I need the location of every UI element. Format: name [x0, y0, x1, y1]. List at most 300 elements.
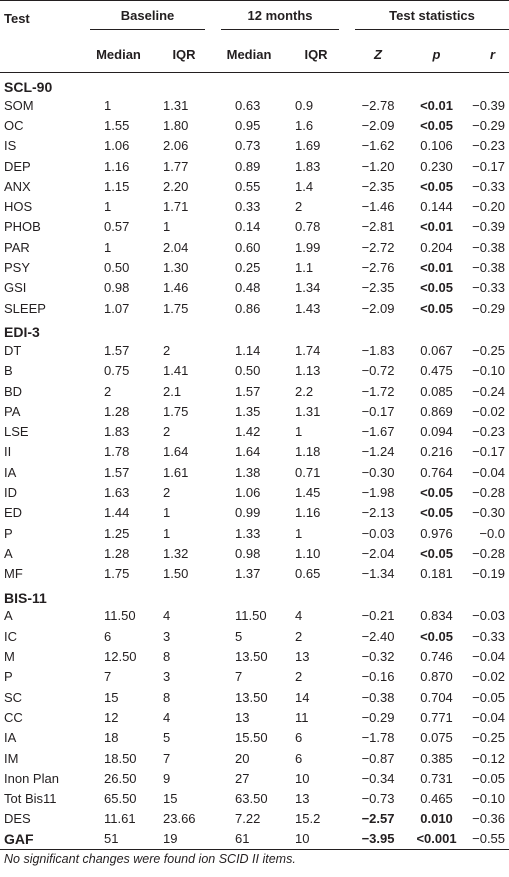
baseline-median: 1.78	[104, 444, 130, 460]
r-value: −0.10	[472, 791, 506, 807]
p-value: <0.05	[420, 628, 453, 644]
r-value: −0.25	[472, 342, 506, 358]
p-value: 0.870	[420, 669, 453, 685]
z-value: −2.72	[361, 239, 395, 255]
r-value: −0.10	[472, 363, 506, 379]
r-value: −0.33	[472, 628, 506, 644]
row-name: SOM	[4, 97, 34, 113]
month12-median: 1.06	[235, 484, 261, 500]
month12-median: 1.14	[235, 342, 261, 358]
r-value: −0.24	[472, 383, 506, 399]
p-value: 0.094	[420, 424, 453, 440]
baseline-iqr: 1.50	[163, 566, 189, 582]
table-row	[0, 156, 509, 176]
baseline-iqr: 23.66	[163, 811, 196, 827]
month12-iqr: 4	[295, 608, 303, 624]
row-name: ID	[4, 484, 17, 500]
p-value: 0.465	[420, 791, 453, 807]
month12-median: 0.50	[235, 363, 261, 379]
z-value: −0.34	[361, 770, 395, 786]
table-row	[0, 115, 509, 135]
z-value: −1.78	[361, 730, 395, 746]
table-row	[0, 809, 509, 829]
section-row	[0, 73, 509, 96]
r-value: −0.05	[472, 689, 506, 705]
table-row	[0, 237, 509, 257]
month12-median: 13	[235, 709, 250, 725]
row-name: SC	[4, 689, 23, 705]
row-name: LSE	[4, 424, 29, 440]
z-value: −0.29	[361, 709, 395, 725]
p-value: 0.475	[420, 363, 453, 379]
r-value: −0.33	[472, 280, 506, 296]
p-value: 0.976	[420, 525, 453, 541]
month12-iqr: 2	[295, 199, 303, 215]
month12-iqr: 13	[295, 649, 310, 665]
baseline-iqr: 1	[163, 525, 171, 541]
baseline-median: 6	[104, 628, 112, 644]
p-value: 0.746	[420, 649, 453, 665]
row-name: OC	[4, 117, 24, 133]
z-value: −1.72	[361, 383, 395, 399]
month12-median: 0.63	[235, 97, 261, 113]
baseline-iqr: 1.64	[163, 444, 189, 460]
r-value: −0.04	[472, 464, 506, 480]
month12-median: 1.35	[235, 403, 261, 419]
month12-median: 0.73	[235, 138, 261, 154]
baseline-median: 1.07	[104, 300, 130, 316]
month12-median: 1.42	[235, 424, 261, 440]
r-value: −0.55	[472, 831, 506, 847]
baseline-iqr: 3	[163, 669, 171, 685]
baseline-iqr: 2	[163, 484, 171, 500]
row-name: M	[4, 649, 15, 665]
baseline-median: 26.50	[104, 770, 137, 786]
z-value: −2.13	[361, 505, 395, 521]
baseline-iqr: 1.30	[163, 260, 189, 276]
header-baseline-iqr: IQR	[172, 46, 196, 62]
baseline-median: 0.75	[104, 363, 130, 379]
r-value: −0.05	[472, 770, 506, 786]
table-row	[0, 482, 509, 502]
month12-median: 11.50	[235, 608, 267, 624]
row-name: IM	[4, 750, 19, 766]
table-row	[0, 768, 509, 788]
p-value: <0.01	[420, 97, 453, 113]
baseline-iqr: 8	[163, 689, 171, 705]
month12-iqr: 2	[295, 628, 303, 644]
r-value: −0.39	[472, 97, 506, 113]
section-title: SCL-90	[4, 79, 53, 95]
p-value: <0.01	[420, 219, 453, 235]
table-row	[0, 298, 509, 318]
z-value: −0.03	[361, 525, 395, 541]
baseline-median: 2	[104, 383, 112, 399]
p-value: 0.771	[420, 709, 453, 725]
baseline-iqr: 2	[163, 424, 171, 440]
baseline-iqr: 3	[163, 628, 171, 644]
z-value: −1.98	[361, 484, 395, 500]
baseline-iqr: 19	[163, 831, 178, 847]
baseline-median: 0.50	[104, 260, 130, 276]
p-value: <0.05	[420, 178, 453, 194]
p-value: 0.834	[420, 608, 453, 624]
month12-iqr: 1.83	[295, 158, 321, 174]
baseline-iqr: 1	[163, 219, 171, 235]
month12-iqr: 1	[295, 525, 303, 541]
r-value: −0.12	[472, 750, 506, 766]
p-value: 0.085	[420, 383, 453, 399]
month12-median: 1.38	[235, 464, 261, 480]
p-value: 0.869	[420, 403, 453, 419]
baseline-median: 1.57	[104, 464, 130, 480]
z-value: −0.72	[361, 363, 395, 379]
header-blank	[0, 37, 82, 73]
baseline-median: 7	[104, 669, 112, 685]
baseline-median: 1.06	[104, 138, 130, 154]
z-value: −2.40	[361, 628, 395, 644]
row-name: CC	[4, 709, 23, 725]
p-value: 0.067	[420, 342, 453, 358]
header-test-statistics: Test statistics	[347, 1, 509, 37]
baseline-median: 12	[104, 709, 119, 725]
r-value: −0.03	[472, 608, 506, 624]
table-row	[0, 278, 509, 298]
z-value: −0.17	[361, 403, 395, 419]
month12-median: 27	[235, 770, 250, 786]
baseline-median: 18.50	[104, 750, 137, 766]
z-value: −1.46	[361, 199, 395, 215]
baseline-iqr: 7	[163, 750, 171, 766]
baseline-iqr: 1.31	[163, 97, 189, 113]
table-row	[0, 340, 509, 360]
baseline-iqr: 1.61	[163, 464, 189, 480]
row-name: BD	[4, 383, 23, 399]
p-value: <0.05	[420, 545, 453, 561]
table-row	[0, 728, 509, 748]
month12-iqr: 1.4	[295, 178, 314, 194]
table-row	[0, 707, 509, 727]
month12-iqr: 1.16	[295, 505, 321, 521]
row-name: Tot Bis11	[4, 791, 57, 807]
z-value: −2.81	[361, 219, 395, 235]
table-row	[0, 606, 509, 626]
p-value: 0.204	[420, 239, 453, 255]
z-value: −0.32	[361, 649, 395, 665]
row-name: P	[4, 525, 13, 541]
z-value: −0.21	[361, 608, 395, 624]
month12-iqr: 6	[295, 750, 303, 766]
month12-median: 1.57	[235, 383, 261, 399]
r-value: −0.19	[472, 566, 506, 582]
header-baseline-median: Median	[96, 46, 141, 62]
month12-iqr: 1.6	[295, 117, 314, 133]
month12-iqr: 11	[295, 709, 309, 725]
baseline-iqr: 15	[163, 791, 178, 807]
r-value: −0.38	[472, 260, 506, 276]
p-value: 0.075	[420, 730, 453, 746]
month12-iqr: 0.71	[295, 464, 321, 480]
header-p: p	[432, 46, 441, 62]
baseline-median: 15	[104, 689, 119, 705]
row-name: DT	[4, 342, 22, 358]
row-name: IA	[4, 730, 17, 746]
month12-iqr: 1.74	[295, 342, 321, 358]
table-row	[0, 257, 509, 277]
table-row	[0, 442, 509, 462]
p-value: <0.05	[420, 117, 453, 133]
row-name: A	[4, 608, 13, 624]
p-value: <0.05	[420, 484, 453, 500]
table-row	[0, 748, 509, 768]
row-name: GAF	[4, 830, 34, 847]
month12-median: 15.50	[235, 730, 268, 746]
baseline-median: 1.28	[104, 403, 130, 419]
header-12m-median: Median	[226, 46, 272, 62]
r-value: −0.30	[472, 505, 506, 521]
row-name: GSI	[4, 280, 27, 296]
table-row	[0, 564, 509, 584]
header-baseline: Baseline	[82, 1, 213, 37]
row-name: P	[4, 669, 13, 685]
baseline-median: 1	[104, 239, 112, 255]
baseline-median: 1.44	[104, 505, 130, 521]
row-name: IS	[4, 138, 17, 154]
baseline-iqr: 2.06	[163, 138, 189, 154]
row-name: PSY	[4, 260, 31, 276]
p-value: 0.216	[420, 444, 453, 460]
p-value: 0.106	[420, 138, 453, 154]
r-value: −0.36	[472, 811, 506, 827]
month12-iqr: 1.31	[295, 403, 321, 419]
row-name: IA	[4, 464, 17, 480]
month12-median: 0.86	[235, 300, 261, 316]
month12-iqr: 1.34	[295, 280, 321, 296]
baseline-median: 1.57	[104, 342, 130, 358]
z-value: −2.09	[361, 117, 395, 133]
z-value: −1.20	[361, 158, 395, 174]
row-name: DES	[4, 811, 31, 827]
month12-iqr: 2	[295, 669, 303, 685]
month12-median: 13.50	[235, 689, 268, 705]
baseline-median: 0.57	[104, 219, 130, 235]
z-value: −1.83	[361, 342, 395, 358]
row-name: II	[4, 444, 12, 460]
header-test: Test	[4, 11, 30, 27]
month12-iqr: 1.99	[295, 239, 321, 255]
row-name: A	[4, 545, 13, 561]
month12-iqr: 13	[295, 791, 310, 807]
month12-iqr: 10	[295, 831, 310, 847]
baseline-median: 1.25	[104, 525, 130, 541]
z-value: −1.67	[361, 424, 395, 440]
r-value: −0.20	[472, 199, 506, 215]
baseline-median: 18	[104, 730, 119, 746]
row-name: MF	[4, 566, 23, 582]
header-r: r	[489, 46, 496, 62]
r-value: −0.28	[472, 484, 506, 500]
baseline-iqr: 4	[163, 608, 171, 624]
month12-iqr: 14	[295, 689, 310, 705]
month12-median: 13.50	[235, 649, 268, 665]
row-name: B	[4, 363, 13, 379]
z-value: −2.04	[361, 545, 395, 561]
row-name: IC	[4, 628, 17, 644]
z-value: −0.38	[361, 689, 395, 705]
p-value: <0.05	[420, 505, 453, 521]
baseline-median: 1.15	[104, 178, 130, 194]
table-row	[0, 543, 509, 563]
baseline-iqr: 1.75	[163, 403, 189, 419]
p-value: 0.181	[420, 566, 453, 582]
row-name: PAR	[4, 239, 30, 255]
month12-median: 0.48	[235, 280, 261, 296]
table-row	[0, 401, 509, 421]
section-row	[0, 584, 509, 606]
r-value: −0.39	[472, 219, 506, 235]
month12-iqr: 15.2	[295, 811, 321, 827]
z-value: −1.34	[361, 566, 395, 582]
r-value: −0.25	[472, 730, 506, 746]
month12-median: 0.95	[235, 117, 261, 133]
header-z: Z	[374, 46, 382, 62]
p-value: 0.731	[420, 770, 453, 786]
z-value: −2.35	[361, 280, 395, 296]
z-value: −2.78	[361, 97, 395, 113]
header-12m-iqr: IQR	[304, 46, 328, 62]
z-value: −2.57	[361, 811, 395, 827]
month12-median: 7.22	[235, 811, 261, 827]
r-value: −0.04	[472, 709, 506, 725]
baseline-median: 1.83	[104, 424, 130, 440]
baseline-iqr: 2.20	[163, 178, 189, 194]
section-row	[0, 318, 509, 340]
row-name: Inon Plan	[4, 770, 59, 786]
z-value: −0.73	[361, 791, 395, 807]
p-value: 0.230	[420, 158, 453, 174]
baseline-median: 1.16	[104, 158, 130, 174]
baseline-iqr: 8	[163, 649, 171, 665]
month12-median: 1.37	[235, 566, 261, 582]
month12-median: 7	[235, 669, 243, 685]
table-row	[0, 667, 509, 687]
r-value: −0.17	[472, 444, 506, 460]
p-value: <0.01	[420, 260, 453, 276]
month12-median: 0.55	[235, 178, 261, 194]
month12-median: 61	[235, 831, 250, 847]
section-title: EDI-3	[4, 324, 40, 341]
month12-median: 0.33	[235, 199, 261, 215]
table-body	[0, 73, 509, 850]
baseline-median: 0.98	[104, 280, 130, 296]
row-name: DEP	[4, 158, 31, 174]
table-row	[0, 646, 509, 666]
month12-median: 20	[235, 750, 250, 766]
month12-iqr: 6	[295, 730, 303, 746]
r-value: −0.04	[472, 649, 506, 665]
month12-iqr: 1.1	[295, 260, 314, 276]
baseline-median: 11.50	[104, 608, 136, 624]
month12-median: 0.60	[235, 239, 261, 255]
r-value: −0.28	[472, 545, 506, 561]
month12-iqr: 1.13	[295, 363, 321, 379]
row-name: SLEEP	[4, 300, 46, 316]
row-name: HOS	[4, 199, 33, 215]
baseline-iqr: 1.75	[163, 300, 189, 316]
z-value: −2.09	[361, 300, 395, 316]
baseline-median: 65.50	[104, 791, 137, 807]
baseline-iqr: 1.77	[163, 158, 189, 174]
month12-median: 0.14	[235, 219, 261, 235]
month12-iqr: 1.43	[295, 300, 321, 316]
row-name: PA	[4, 403, 21, 419]
r-value: −0.17	[472, 158, 506, 174]
z-value: −0.87	[361, 750, 395, 766]
baseline-iqr: 2.1	[163, 383, 182, 399]
p-value: 0.385	[420, 750, 453, 766]
p-value: 0.764	[420, 464, 453, 480]
table-row	[0, 196, 509, 216]
table-row	[0, 687, 509, 707]
p-value: <0.001	[416, 831, 457, 847]
baseline-iqr: 4	[163, 709, 171, 725]
month12-median: 0.89	[235, 158, 261, 174]
table-row	[0, 421, 509, 441]
z-value: −0.30	[361, 464, 395, 480]
month12-iqr: 0.78	[295, 219, 321, 235]
table-row	[0, 361, 509, 381]
baseline-median: 1.63	[104, 484, 130, 500]
p-value: <0.05	[420, 280, 453, 296]
month12-iqr: 1.18	[295, 444, 321, 460]
table-row	[0, 626, 509, 646]
month12-iqr: 1	[295, 424, 303, 440]
r-value: −0.02	[472, 403, 506, 419]
row-name: PHOB	[4, 219, 41, 235]
z-value: −2.35	[361, 178, 395, 194]
month12-iqr: 10	[295, 770, 310, 786]
baseline-iqr: 2	[163, 342, 171, 358]
month12-iqr: 2.2	[295, 383, 314, 399]
table-row	[0, 789, 509, 809]
baseline-iqr: 5	[163, 730, 171, 746]
p-value: <0.05	[420, 300, 453, 316]
p-value: 0.704	[420, 689, 453, 705]
row-name: ED	[4, 505, 23, 521]
baseline-iqr: 9	[163, 770, 171, 786]
baseline-median: 1.55	[104, 117, 130, 133]
month12-median: 0.98	[235, 545, 261, 561]
month12-iqr: 1.10	[295, 545, 321, 561]
baseline-median: 1	[104, 97, 112, 113]
p-value: 0.144	[420, 199, 453, 215]
month12-median: 0.25	[235, 260, 261, 276]
r-value: −0.38	[472, 239, 506, 255]
table-row	[0, 381, 509, 401]
baseline-iqr: 2.04	[163, 239, 189, 255]
r-value: −0.23	[472, 424, 506, 440]
r-value: −0.23	[472, 138, 506, 154]
z-value: −3.95	[361, 831, 395, 847]
baseline-iqr: 1.32	[163, 545, 189, 561]
month12-iqr: 0.65	[295, 566, 321, 582]
month12-iqr: 1.45	[295, 484, 321, 500]
baseline-median: 51	[104, 831, 119, 847]
p-value: 0.010	[420, 811, 453, 827]
z-value: −0.16	[361, 669, 395, 685]
r-value: −0.33	[472, 178, 506, 194]
baseline-median: 12.50	[104, 649, 137, 665]
